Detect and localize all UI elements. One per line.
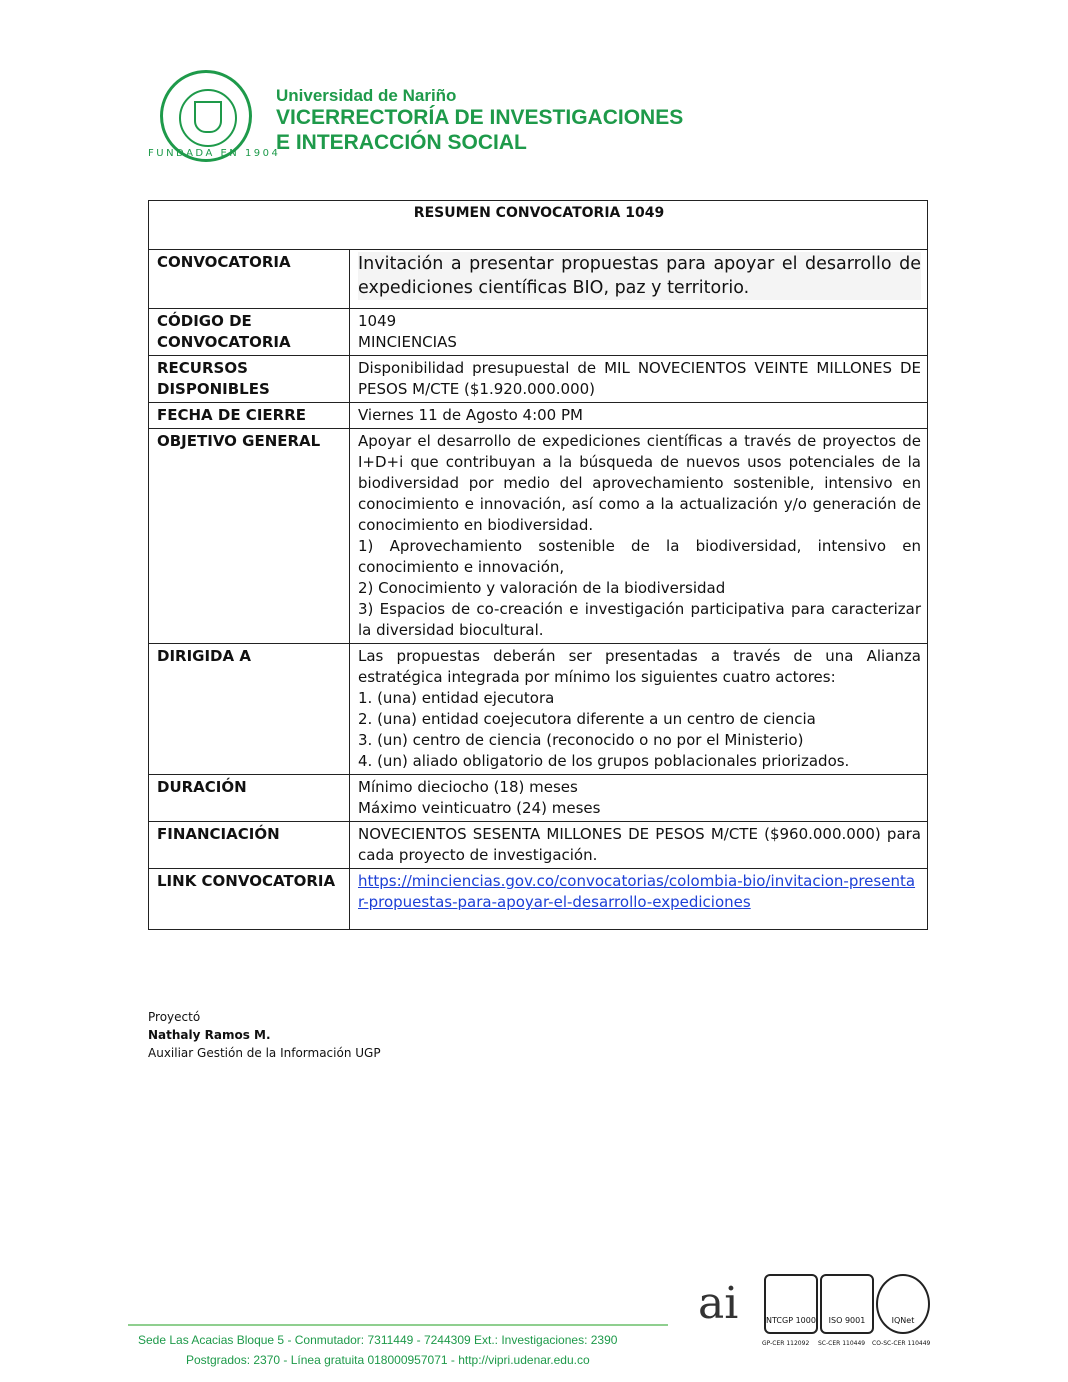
cert-caption: GP-CER 112092 xyxy=(762,1340,810,1347)
ai-logo-icon: ai xyxy=(698,1278,739,1329)
table-row xyxy=(149,822,928,869)
signature-position: Auxiliar Gestión de la Información UGP xyxy=(148,1046,381,1060)
convocatoria-link[interactable]: https://minciencias.gov.co/convocatorias/colombia-bio/invitacion-presentar-propuestas-para-apoyar-el-desarrollo-expediciones xyxy=(358,872,916,911)
row-label: DURACIÓN xyxy=(149,775,350,822)
signature-name: Nathaly Ramos M. xyxy=(148,1028,271,1042)
row-value: NOVECIENTOS SESENTA MILLONES DE PESOS M/CTE ($960.000.000) para cada proyecto de investigación. xyxy=(350,822,928,869)
signature-block xyxy=(148,1008,381,1062)
row-value: Apoyar el desarrollo de expediciones científicas a través de proyectos de I+D+i que contribuyan a la búsqueda de nuevos usos potenciales de la biodiversidad por medio del aprovechamiento sostenible, intensivo en conocimiento e innovación, así como a la actualización y/o generación de conocimiento en biodiversidad. xyxy=(358,432,921,534)
table-row xyxy=(149,429,928,644)
signature-role: Proyectó xyxy=(148,1010,201,1024)
row-value: Máximo veinticuatro (24) meses xyxy=(358,799,601,817)
cert-caption: SC-CER 110449 xyxy=(818,1340,866,1347)
table-row xyxy=(149,309,928,356)
iqnet-cert-icon: IQNet xyxy=(876,1274,930,1334)
row-label: OBJETIVO GENERAL xyxy=(149,429,350,644)
list-item: 3. (un) centro de ciencia (reconocido o no por el Ministerio) xyxy=(358,731,804,749)
cert-caption: CO-SC-CER 110449 xyxy=(872,1340,931,1347)
list-item: 4. (un) aliado obligatorio de los grupos poblacionales priorizados. xyxy=(358,752,850,770)
row-label: FECHA DE CIERRE xyxy=(149,403,350,429)
founded-text: FUNDADA EN 1904 xyxy=(148,148,281,159)
office-title-line2: E INTERACCIÓN SOCIAL xyxy=(276,131,527,154)
table-row xyxy=(149,250,928,309)
row-value: Viernes 11 de Agosto 4:00 PM xyxy=(350,403,928,429)
row-label: LINK CONVOCATORIA xyxy=(149,869,350,930)
row-value: Mínimo dieciocho (18) meses xyxy=(358,778,578,796)
table-row xyxy=(149,869,928,930)
university-name: Universidad de Nariño xyxy=(276,86,457,105)
page-footer xyxy=(128,1260,948,1370)
list-item: 3) Espacios de co-creación e investigación participativa para caracterizar la diversidad biocultural. xyxy=(358,600,921,639)
table-title: RESUMEN CONVOCATORIA 1049 xyxy=(149,201,928,250)
row-value: Invitación a presentar propuestas para apoyar el desarrollo de expediciones científicas BIO, paz y territorio. xyxy=(358,254,921,298)
office-title-line1: VICERRECTORÍA DE INVESTIGACIONES xyxy=(276,106,684,129)
row-value: Las propuestas deberán ser presentadas a través de una Alianza estratégica integrada por mínimo los siguientes cuatro actores: xyxy=(358,647,921,686)
table-row xyxy=(149,775,928,822)
row-value: MINCIENCIAS xyxy=(358,333,457,351)
summary-table xyxy=(148,200,928,930)
footer-line2: Postgrados: 2370 - Línea gratuita 018000957071 - http://vipri.udenar.edu.co xyxy=(186,1353,590,1367)
list-item: 1. (una) entidad ejecutora xyxy=(358,689,555,707)
row-label: FINANCIACIÓN xyxy=(149,822,350,869)
table-row xyxy=(149,403,928,429)
footer-contact xyxy=(138,1330,617,1370)
iso-cert-icon: ISO 9001 xyxy=(820,1274,874,1334)
list-item: 2. (una) entidad coejecutora diferente a un centro de ciencia xyxy=(358,710,816,728)
row-label: CÓDIGO DE CONVOCATORIA xyxy=(149,309,350,356)
table-row xyxy=(149,644,928,775)
list-item: 2) Conocimiento y valoración de la biodiversidad xyxy=(358,579,726,597)
row-value: 1049 xyxy=(358,312,397,330)
ntcgp-cert-icon: NTCGP 1000 xyxy=(764,1274,818,1334)
table-row xyxy=(149,356,928,403)
row-label: DIRIGIDA A xyxy=(149,644,350,775)
row-value: Disponibilidad presupuestal de MIL NOVECIENTOS VEINTE MILLONES DE PESOS M/CTE ($1.920.000.000) xyxy=(350,356,928,403)
row-label: CONVOCATORIA xyxy=(149,250,350,309)
footer-divider xyxy=(128,1324,668,1326)
footer-line1: Sede Las Acacias Bloque 5 - Conmutador: 7311449 - 7244309 Ext.: Investigaciones: 2390 xyxy=(138,1333,618,1347)
row-label: RECURSOS DISPONIBLES xyxy=(149,356,350,403)
list-item: 1) Aprovechamiento sostenible de la biodiversidad, intensivo en conocimiento e innovación, xyxy=(358,537,921,576)
